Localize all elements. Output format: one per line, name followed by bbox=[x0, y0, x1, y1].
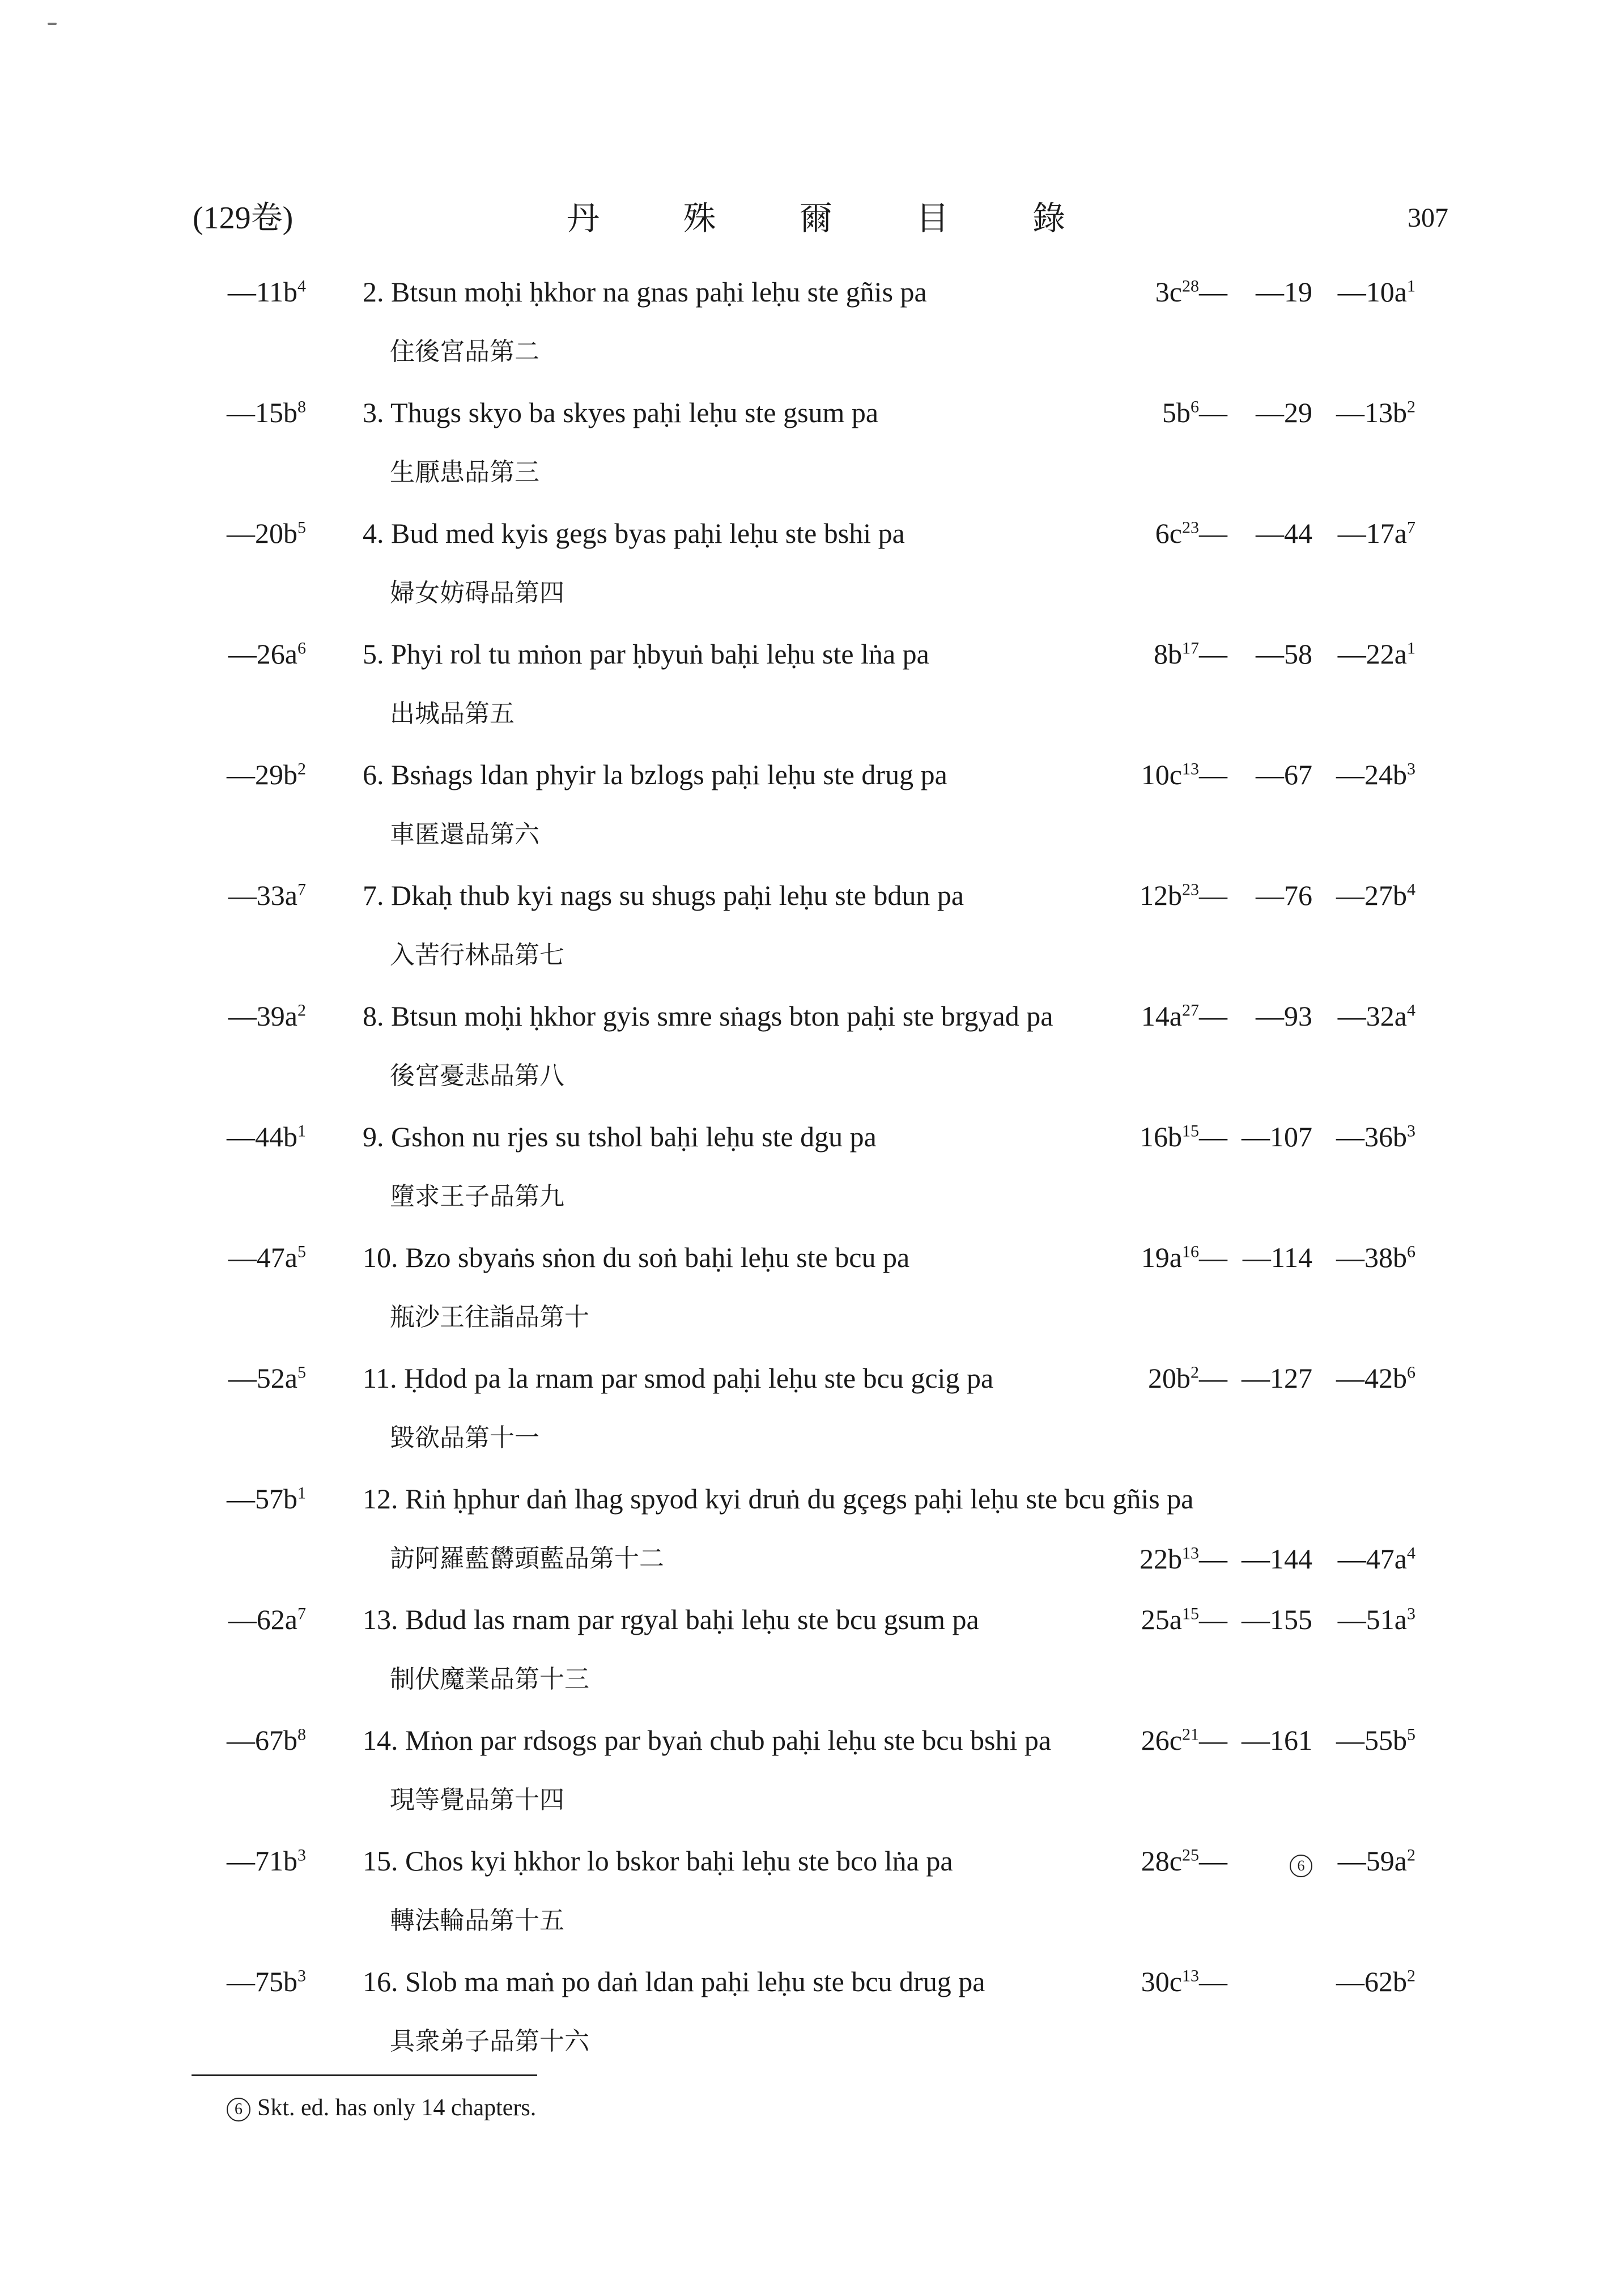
folio-reference-line: 8 bbox=[297, 397, 306, 416]
folio-reference bbox=[215, 1962, 306, 2001]
folio-reference-line: 7 bbox=[297, 880, 306, 899]
reference-b bbox=[1256, 393, 1312, 432]
reference-a bbox=[1155, 272, 1227, 312]
reference-c-line: 3 bbox=[1407, 1121, 1415, 1141]
reference-c bbox=[1338, 1600, 1415, 1639]
folio-reference bbox=[215, 755, 306, 794]
reference-b-text: —19 bbox=[1256, 276, 1312, 308]
chapter-title-text: 7. Dkaḥ thub kyi nags su shugs paḥi leḥu ste bdun pa bbox=[363, 879, 964, 911]
chapter-title-chinese-text: 婦女妨碍品第四 bbox=[390, 579, 564, 607]
reference-a-line: 13 bbox=[1182, 759, 1199, 779]
folio-reference-text: —33a bbox=[228, 879, 297, 911]
list-item bbox=[0, 393, 1624, 513]
chapter-title-text: 11. Ḥdod pa la rnam par smod paḥi leḥu ste bcu gcig pa bbox=[363, 1362, 994, 1394]
folio-reference bbox=[215, 393, 306, 432]
chapter-title-text: 2. Btsun moḥi ḥkhor na gnas paḥi leḥu ste gñis pa bbox=[363, 276, 927, 308]
reference-b bbox=[1242, 1358, 1312, 1398]
reference-c-line: 1 bbox=[1407, 277, 1415, 296]
chapter-title-text: 6. Bsṅags ldan phyir la bzlogs paḥi leḥu ste drug pa bbox=[363, 759, 947, 790]
folio-reference-line: 3 bbox=[297, 1846, 306, 1865]
reference-b-text: —76 bbox=[1256, 879, 1312, 911]
chapter-title-text: 9. Gshon nu rjes su tshol baḥi leḥu ste dgu pa bbox=[363, 1121, 877, 1153]
chapter-title-chinese bbox=[390, 1780, 564, 1820]
reference-c-line: 4 bbox=[1407, 880, 1415, 899]
reference-a bbox=[1141, 755, 1227, 794]
reference-b bbox=[1290, 1841, 1312, 1881]
reference-a bbox=[1141, 1600, 1227, 1639]
reference-c-text: —32a bbox=[1337, 1000, 1407, 1032]
reference-a-text: 10c bbox=[1141, 759, 1182, 790]
chapter-title-chinese-text: 轉法輪品第十五 bbox=[390, 1906, 564, 1935]
title-char: 錄 bbox=[1032, 199, 1065, 237]
reference-b bbox=[1242, 1720, 1312, 1760]
chapter-title-chinese-text: 瓶沙王往詣品第十 bbox=[390, 1303, 589, 1332]
reference-a bbox=[1140, 1117, 1227, 1156]
folio-reference-line: 7 bbox=[297, 1604, 306, 1623]
chapter-title-text: 16. Slob ma maṅ po daṅ ldan paḥi leḥu ste bcu drug pa bbox=[363, 1966, 985, 1997]
chapter-title-chinese bbox=[390, 332, 539, 372]
reference-c-text: —38b bbox=[1336, 1241, 1407, 1273]
chapter-title bbox=[363, 634, 929, 674]
reference-a-line: 28 bbox=[1182, 277, 1199, 296]
reference-a bbox=[1154, 634, 1227, 674]
reference-b-text: —144 bbox=[1242, 1543, 1312, 1575]
reference-b bbox=[1256, 755, 1312, 794]
list-item bbox=[0, 1600, 1624, 1720]
folio-reference-text: —67b bbox=[227, 1724, 297, 1756]
reference-b bbox=[1242, 1117, 1312, 1156]
reference-a-text: 6c bbox=[1155, 517, 1182, 549]
list-item bbox=[0, 1720, 1624, 1841]
folio-reference-text: —47a bbox=[228, 1241, 297, 1273]
folio-reference bbox=[215, 1117, 306, 1156]
list-item bbox=[0, 1841, 1624, 1962]
reference-b-text: —155 bbox=[1242, 1604, 1312, 1635]
chapter-title-chinese-text: 住後宮品第二 bbox=[390, 337, 539, 366]
folio-reference-text: —11b bbox=[227, 276, 297, 308]
list-item bbox=[0, 513, 1624, 634]
list-item bbox=[0, 875, 1624, 996]
chapter-title-chinese-text: 出城品第五 bbox=[390, 699, 515, 728]
reference-c bbox=[1336, 1358, 1415, 1398]
folio-reference-text: —20b bbox=[227, 517, 297, 549]
reference-c bbox=[1338, 996, 1415, 1036]
volume-label: (129卷) bbox=[193, 201, 294, 236]
chapter-title-chinese-text: 具衆弟子品第十六 bbox=[390, 2027, 589, 2056]
reference-c-line: 1 bbox=[1407, 639, 1415, 658]
folio-reference-text: —26a bbox=[228, 638, 297, 670]
reference-a-text: 3c bbox=[1155, 276, 1182, 308]
folio-reference bbox=[215, 1479, 306, 1519]
reference-a-line: 2 bbox=[1191, 1363, 1199, 1382]
folio-reference-line: 1 bbox=[297, 1121, 306, 1141]
list-item bbox=[0, 1117, 1624, 1238]
folio-reference-text: —71b bbox=[227, 1845, 297, 1877]
reference-a bbox=[1141, 1841, 1227, 1881]
chapter-title-chinese-text: 墮求王子品第九 bbox=[390, 1182, 564, 1211]
reference-a-dash: — bbox=[1199, 1121, 1227, 1153]
reference-a-line: 21 bbox=[1182, 1725, 1199, 1744]
reference-a-dash: — bbox=[1199, 638, 1227, 670]
folio-reference-line: 2 bbox=[297, 759, 306, 779]
chapter-title-chinese bbox=[390, 1539, 664, 1579]
reference-a-dash: — bbox=[1199, 1000, 1227, 1032]
reference-b bbox=[1256, 996, 1312, 1036]
chapter-title-chinese-text: 後宮憂悲品第八 bbox=[390, 1061, 564, 1090]
reference-a bbox=[1140, 875, 1227, 915]
chapter-title-text: 10. Bzo sbyaṅs sṅon du soṅ baḥi leḥu ste bcu pa bbox=[363, 1241, 910, 1273]
chapter-title bbox=[363, 513, 905, 553]
reference-a bbox=[1141, 1720, 1227, 1760]
reference-b-text: —107 bbox=[1242, 1121, 1312, 1153]
reference-a-line: 23 bbox=[1182, 880, 1199, 899]
chapter-title bbox=[363, 1720, 1051, 1760]
reference-a-dash: — bbox=[1199, 759, 1227, 790]
reference-b bbox=[1256, 272, 1312, 312]
chapter-title bbox=[363, 996, 1053, 1036]
list-item bbox=[0, 1479, 1624, 1600]
reference-a-text: 19a bbox=[1141, 1241, 1182, 1273]
reference-c bbox=[1336, 393, 1415, 432]
reference-b-text: —127 bbox=[1242, 1362, 1312, 1394]
chapter-title bbox=[363, 1358, 993, 1398]
folio-reference bbox=[215, 272, 306, 312]
reference-a-text: 30c bbox=[1141, 1966, 1182, 1997]
reference-b-text: —114 bbox=[1242, 1241, 1312, 1273]
chapter-title-chinese-text: 訪阿羅藍欝頭藍品第十二 bbox=[390, 1544, 664, 1573]
reference-a-line: 23 bbox=[1182, 518, 1199, 537]
reference-c bbox=[1336, 1720, 1415, 1760]
folio-reference bbox=[215, 1600, 306, 1639]
title-char: 目 bbox=[916, 199, 949, 237]
folio-reference-line: 8 bbox=[297, 1725, 306, 1744]
folio-reference-line: 5 bbox=[297, 1363, 306, 1382]
reference-a-text: 20b bbox=[1148, 1362, 1191, 1394]
reference-b bbox=[1243, 1238, 1312, 1277]
chapter-title-chinese bbox=[390, 1056, 564, 1096]
folio-reference bbox=[215, 1841, 306, 1881]
reference-c-line: 6 bbox=[1407, 1363, 1415, 1382]
reference-a-text: 16b bbox=[1140, 1121, 1182, 1153]
reference-a-line: 13 bbox=[1182, 1966, 1199, 1985]
folio-reference-text: —39a bbox=[228, 1000, 297, 1032]
reference-c bbox=[1336, 875, 1415, 915]
reference-a-text: 14a bbox=[1141, 1000, 1182, 1032]
title-char: 丹 bbox=[567, 199, 600, 237]
reference-a-text: 5b bbox=[1162, 397, 1191, 428]
reference-c bbox=[1336, 1117, 1415, 1156]
reference-b-text: —93 bbox=[1256, 1000, 1312, 1032]
chapter-title-chinese-text: 制伏魔業品第十三 bbox=[390, 1665, 589, 1694]
reference-a-line: 16 bbox=[1182, 1242, 1199, 1261]
chapter-title-chinese bbox=[390, 936, 564, 975]
chapter-title bbox=[363, 1479, 1193, 1519]
reference-c bbox=[1336, 1238, 1415, 1277]
reference-c-text: —42b bbox=[1336, 1362, 1407, 1394]
reference-c-line: 7 bbox=[1407, 518, 1415, 537]
chapter-title bbox=[363, 1238, 909, 1277]
reference-a bbox=[1141, 1962, 1227, 2001]
page-title bbox=[567, 195, 1065, 241]
reference-a-dash: — bbox=[1199, 1724, 1227, 1756]
reference-a-line: 17 bbox=[1182, 639, 1199, 658]
chapter-title bbox=[363, 875, 964, 915]
chapter-title-text: 12. Riṅ ḥphur daṅ lhag spyod kyi druṅ du gçegs paḥi leḥu ste bcu gñis pa bbox=[363, 1483, 1194, 1515]
chapter-title-chinese bbox=[390, 453, 539, 492]
reference-a-dash: — bbox=[1199, 1543, 1227, 1575]
reference-c-text: —17a bbox=[1337, 517, 1407, 549]
folio-reference-text: —57b bbox=[227, 1483, 297, 1515]
reference-c bbox=[1336, 1962, 1415, 2001]
folio-reference bbox=[215, 875, 306, 915]
reference-c-text: —55b bbox=[1336, 1724, 1407, 1756]
chapter-title-chinese bbox=[390, 1298, 589, 1337]
reference-a-text: 26c bbox=[1141, 1724, 1182, 1756]
chapter-title bbox=[363, 755, 947, 794]
reference-b-text: —161 bbox=[1242, 1724, 1312, 1756]
reference-c bbox=[1336, 755, 1415, 794]
reference-a-dash: — bbox=[1199, 1604, 1227, 1635]
chapter-title-chinese bbox=[390, 2022, 589, 2061]
chapter-title-text: 14. Mṅon par rdsogs par byaṅ chub paḥi leḥu ste bcu bshi pa bbox=[363, 1724, 1052, 1756]
list-item bbox=[0, 1238, 1624, 1358]
reference-a bbox=[1140, 1539, 1227, 1579]
footnote-rule bbox=[192, 2074, 537, 2076]
reference-b bbox=[1242, 1600, 1312, 1639]
reference-c-text: —24b bbox=[1336, 759, 1407, 790]
folio-reference bbox=[215, 634, 306, 674]
reference-b-text: —58 bbox=[1256, 638, 1312, 670]
chapter-title-chinese-text: 現等覺品第十四 bbox=[390, 1785, 564, 1814]
reference-a-text: 25a bbox=[1141, 1604, 1182, 1635]
chapter-title-text: 5. Phyi rol tu mṅon par ḥbyuṅ baḥi leḥu ste lṅa pa bbox=[363, 638, 929, 670]
reference-a-line: 27 bbox=[1182, 1001, 1199, 1020]
list-item bbox=[0, 1358, 1624, 1479]
chapter-title-chinese bbox=[390, 1177, 564, 1217]
reference-a-dash: — bbox=[1199, 1362, 1227, 1394]
list-item bbox=[0, 1962, 1624, 2082]
footnote-mark: 6 bbox=[227, 2098, 250, 2121]
reference-c bbox=[1338, 1841, 1415, 1881]
reference-c-text: —47a bbox=[1337, 1543, 1407, 1575]
reference-c bbox=[1338, 272, 1415, 312]
reference-b bbox=[1256, 634, 1312, 674]
reference-a-dash: — bbox=[1199, 1241, 1227, 1273]
list-item bbox=[0, 634, 1624, 755]
reference-a-line: 15 bbox=[1182, 1604, 1199, 1623]
chapter-title bbox=[363, 1600, 979, 1639]
folio-reference-line: 2 bbox=[297, 1001, 306, 1020]
reference-b bbox=[1256, 875, 1312, 915]
reference-c-line: 3 bbox=[1407, 1604, 1415, 1623]
chapter-title-text: 15. Chos kyi ḥkhor lo bskor baḥi leḥu ste bco lṅa pa bbox=[363, 1845, 953, 1877]
chapter-title-chinese bbox=[390, 573, 564, 613]
folio-reference-line: 6 bbox=[297, 639, 306, 658]
chapter-title-chinese-text: 車匿還品第六 bbox=[390, 820, 539, 849]
footnote bbox=[227, 2091, 536, 2125]
chapter-title bbox=[363, 1117, 877, 1156]
list-item bbox=[0, 272, 1624, 393]
reference-c-line: 4 bbox=[1407, 1544, 1415, 1563]
chapter-title-chinese bbox=[390, 1660, 589, 1699]
title-char: 殊 bbox=[683, 199, 716, 237]
reference-a bbox=[1155, 513, 1227, 553]
reference-a-line: 15 bbox=[1182, 1121, 1199, 1141]
reference-b-text: —67 bbox=[1256, 759, 1312, 790]
reference-a-text: 22b bbox=[1140, 1543, 1182, 1575]
reference-c-text: —62b bbox=[1336, 1966, 1407, 1997]
folio-reference-text: —52a bbox=[228, 1362, 297, 1394]
folio-reference-line: 5 bbox=[297, 1242, 306, 1261]
folio-reference bbox=[215, 996, 306, 1036]
list-item bbox=[0, 755, 1624, 875]
reference-c-text: —36b bbox=[1336, 1121, 1407, 1153]
chapter-title-text: 4. Bud med kyis gegs byas paḥi leḥu ste bshi pa bbox=[363, 517, 905, 549]
page-number: 307 bbox=[1408, 203, 1448, 233]
folio-reference-text: —75b bbox=[227, 1966, 297, 1997]
reference-a-text: 28c bbox=[1141, 1845, 1182, 1877]
reference-c-text: —13b bbox=[1336, 397, 1407, 428]
reference-a bbox=[1148, 1358, 1227, 1398]
reference-a bbox=[1141, 1238, 1227, 1277]
chapter-title-text: 13. Bdud las rnam par rgyal baḥi leḥu ste bcu gsum pa bbox=[363, 1604, 979, 1635]
chapter-title-chinese-text: 生厭患品第三 bbox=[390, 458, 539, 487]
reference-a-dash: — bbox=[1199, 1966, 1227, 1997]
reference-c-text: —59a bbox=[1337, 1845, 1407, 1877]
folio-reference-line: 5 bbox=[297, 518, 306, 537]
folio-reference-text: —44b bbox=[227, 1121, 297, 1153]
chapter-title bbox=[363, 1962, 985, 2001]
folio-reference bbox=[215, 1720, 306, 1760]
reference-a-line: 25 bbox=[1182, 1846, 1199, 1865]
entry-list bbox=[0, 272, 1624, 2082]
reference-c-line: 2 bbox=[1407, 397, 1415, 416]
reference-b bbox=[1242, 1539, 1312, 1579]
scan-speck bbox=[48, 23, 57, 25]
reference-c bbox=[1338, 634, 1415, 674]
chapter-title-text: 8. Btsun moḥi ḥkhor gyis smre sṅags bton paḥi ste brgyad pa bbox=[363, 1000, 1053, 1032]
footnote-text: Skt. ed. has only 14 chapters. bbox=[257, 2095, 537, 2121]
folio-reference-line: 3 bbox=[297, 1966, 306, 1985]
chapter-title bbox=[363, 272, 927, 312]
reference-c bbox=[1338, 513, 1415, 553]
folio-reference bbox=[215, 513, 306, 553]
chapter-title-chinese-text: 入苦行林品第七 bbox=[390, 941, 564, 970]
reference-a-dash: — bbox=[1199, 276, 1227, 308]
chapter-title bbox=[363, 393, 878, 432]
chapter-title-chinese-text: 毀欲品第十一 bbox=[390, 1423, 539, 1452]
reference-b-text: —29 bbox=[1256, 397, 1312, 428]
reference-a-line: 6 bbox=[1191, 397, 1199, 416]
reference-c-text: —27b bbox=[1336, 879, 1407, 911]
reference-a-dash: — bbox=[1199, 397, 1227, 428]
reference-a-text: 12b bbox=[1140, 879, 1182, 911]
reference-c-line: 5 bbox=[1407, 1725, 1415, 1744]
chapter-title-chinese bbox=[390, 1901, 564, 1941]
reference-c bbox=[1338, 1539, 1415, 1579]
reference-b bbox=[1256, 513, 1312, 553]
folio-reference-line: 1 bbox=[297, 1483, 306, 1503]
folio-reference-text: —15b bbox=[227, 397, 297, 428]
reference-a-dash: — bbox=[1199, 1845, 1227, 1877]
reference-a-line: 13 bbox=[1182, 1544, 1199, 1563]
folio-reference-text: —29b bbox=[227, 759, 297, 790]
chapter-title-chinese bbox=[390, 815, 539, 854]
reference-c-text: —10a bbox=[1337, 276, 1407, 308]
reference-c-line: 2 bbox=[1407, 1846, 1415, 1865]
reference-a-dash: — bbox=[1199, 517, 1227, 549]
reference-a bbox=[1141, 996, 1227, 1036]
folio-reference bbox=[215, 1358, 306, 1398]
reference-c-text: —22a bbox=[1337, 638, 1407, 670]
reference-b-text: —44 bbox=[1256, 517, 1312, 549]
footnote-mark: 6 bbox=[1290, 1855, 1312, 1877]
chapter-title-chinese bbox=[390, 694, 515, 734]
reference-c-line: 4 bbox=[1407, 1001, 1415, 1020]
reference-c-text: —51a bbox=[1337, 1604, 1407, 1635]
reference-c-line: 6 bbox=[1407, 1242, 1415, 1261]
chapter-title-chinese bbox=[390, 1418, 539, 1458]
chapter-title-text: 3. Thugs skyo ba skyes paḥi leḥu ste gsum pa bbox=[363, 397, 879, 428]
reference-a-dash: — bbox=[1199, 879, 1227, 911]
reference-c-line: 3 bbox=[1407, 759, 1415, 779]
folio-reference-text: —62a bbox=[228, 1604, 297, 1635]
reference-a bbox=[1162, 393, 1227, 432]
list-item bbox=[0, 996, 1624, 1117]
folio-reference-line: 4 bbox=[297, 277, 306, 296]
folio-reference bbox=[215, 1238, 306, 1277]
chapter-title bbox=[363, 1841, 953, 1881]
reference-c-line: 2 bbox=[1407, 1966, 1415, 1985]
reference-a-text: 8b bbox=[1154, 638, 1182, 670]
title-char: 爾 bbox=[799, 199, 832, 237]
